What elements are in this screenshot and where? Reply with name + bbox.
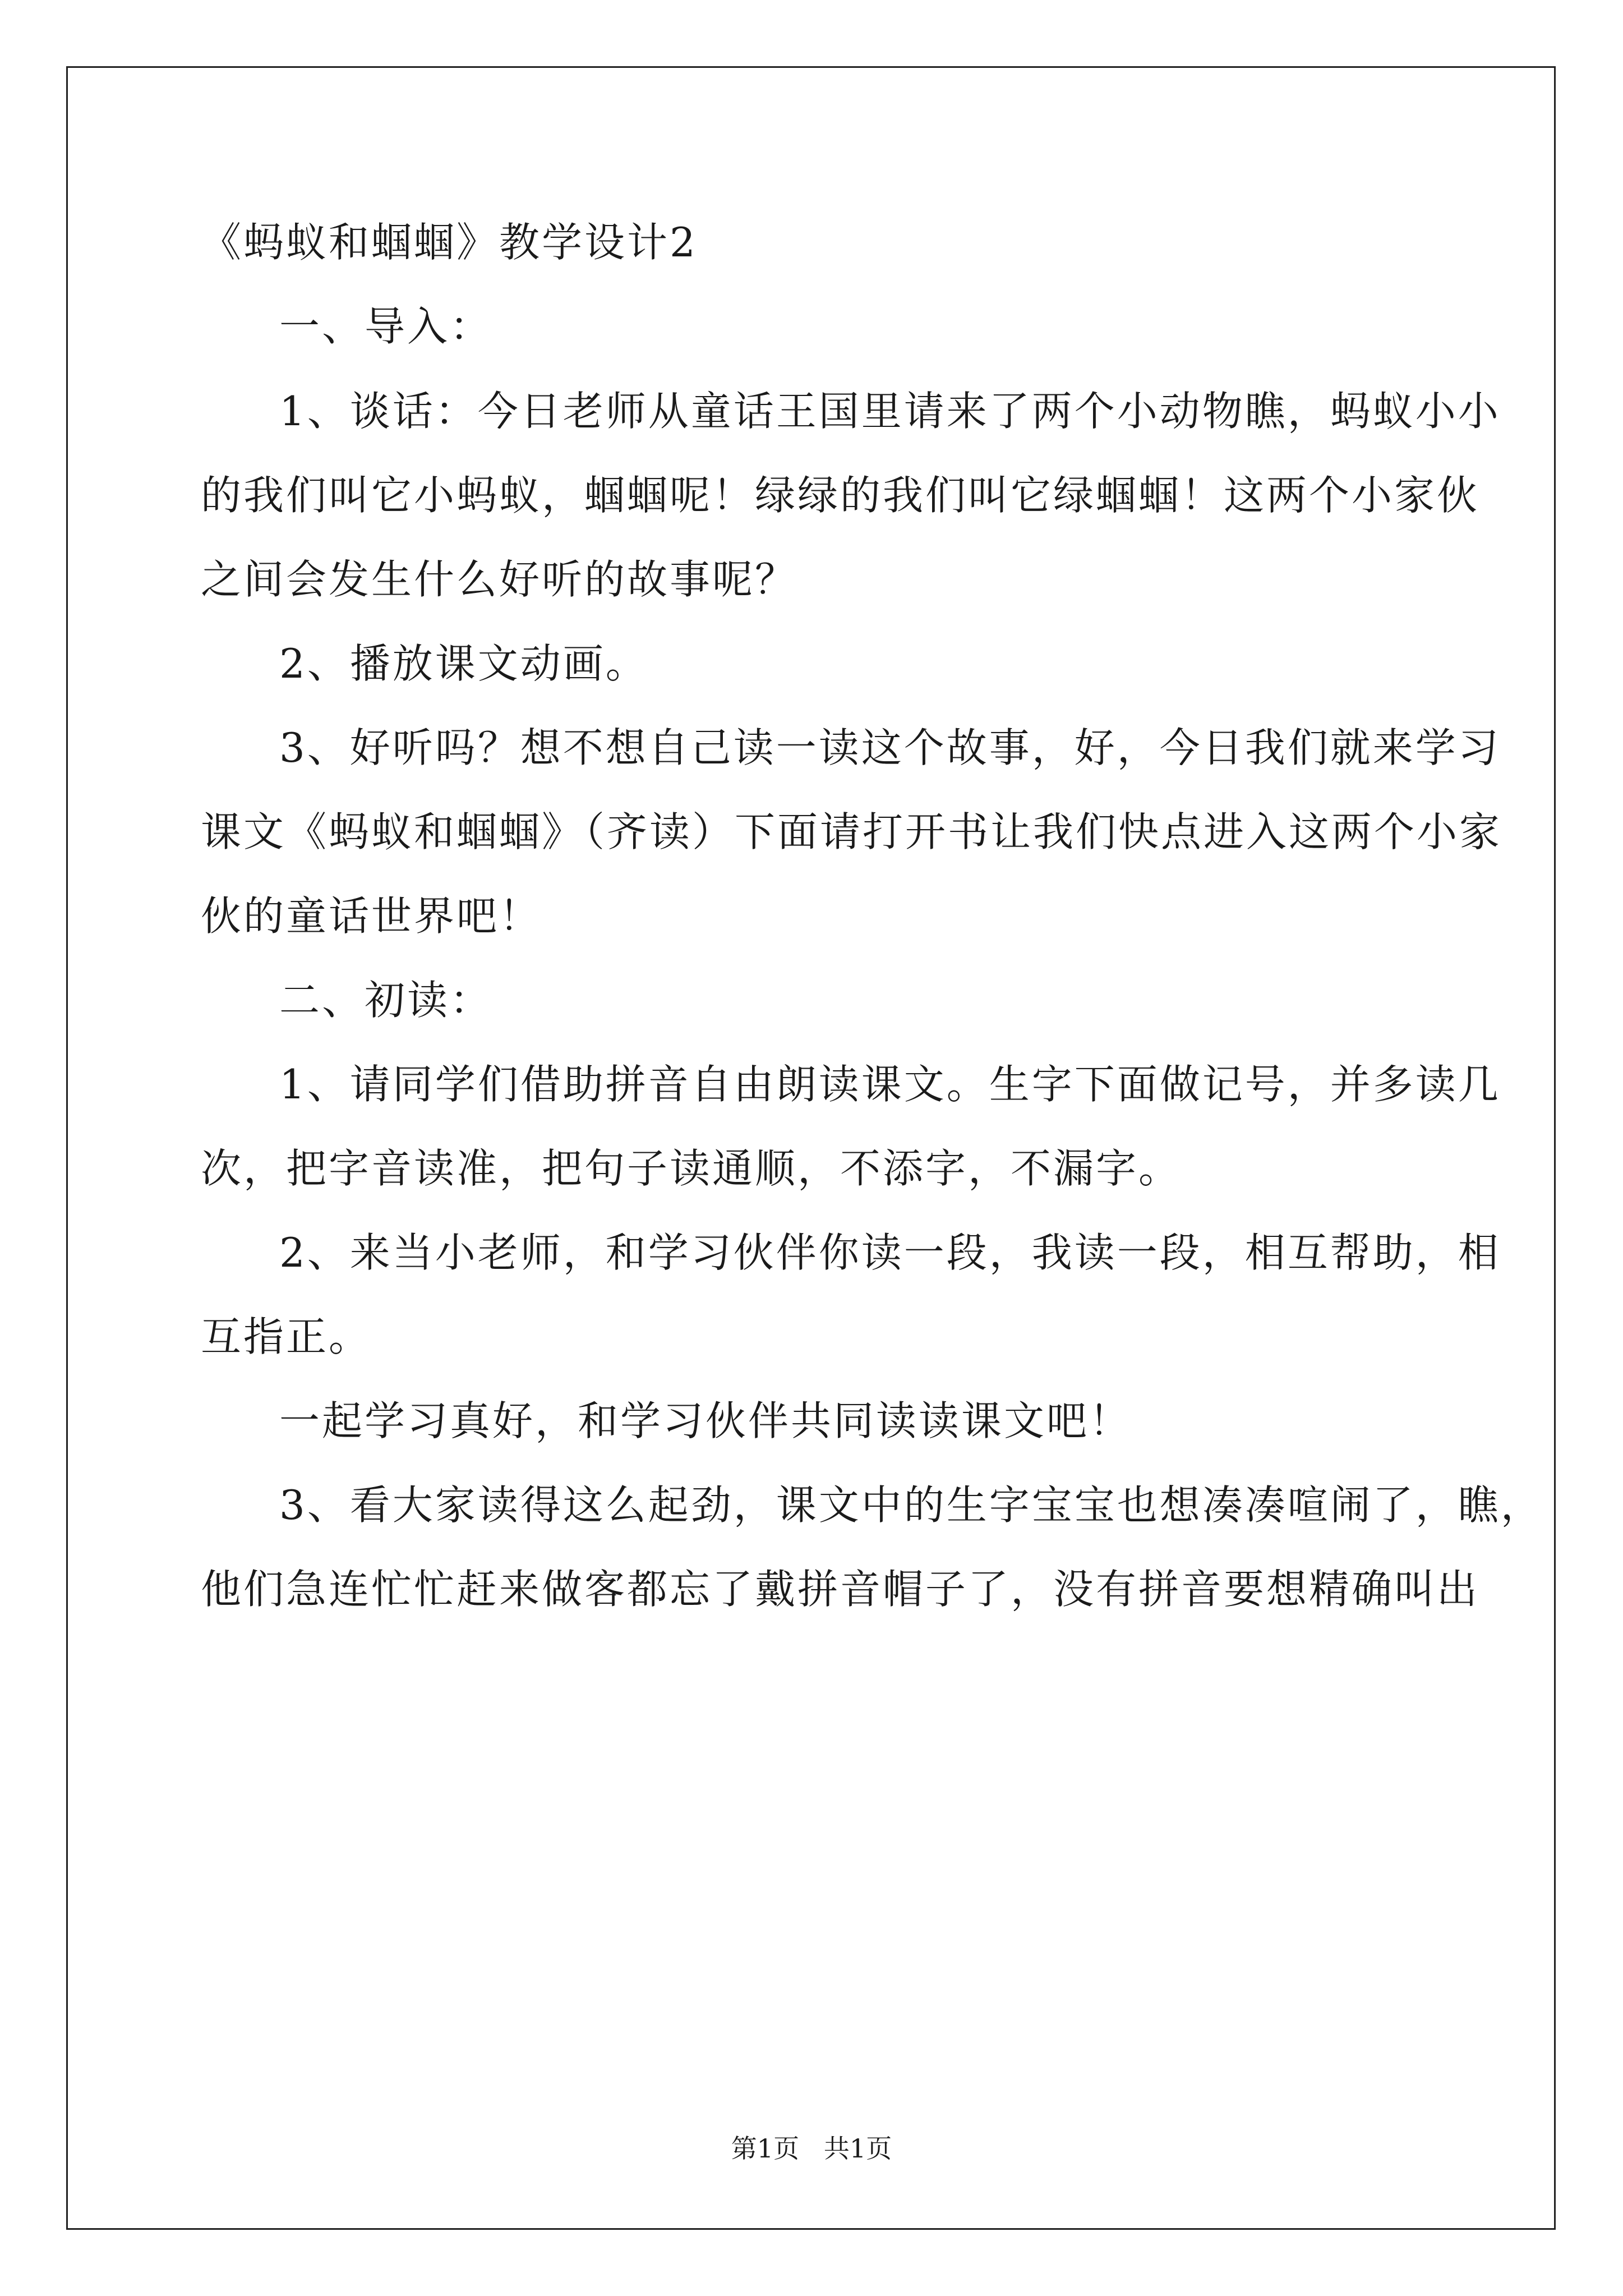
- paragraph-line: 互指正。: [201, 1313, 372, 1360]
- paragraph-line: 次，把字音读准，把句子读通顺，不添字，不漏字。: [201, 1145, 1182, 1192]
- paragraph-line: 他们急连忙忙赶来做客都忘了戴拼音帽子了，没有拼音要想精确叫出: [201, 1566, 1480, 1613]
- paragraph-line: 伙的童话世界吧！: [201, 892, 542, 940]
- paragraph-line: 2、播放课文动画。: [279, 640, 648, 687]
- section-heading-intro: 一、导入：: [279, 303, 493, 350]
- paragraph-line: 3、看大家读得这么起劲，课文中的生字宝宝也想凑凑喧闹了，瞧，: [279, 1481, 1543, 1529]
- paragraph-line: 3、好听吗？想不想自己读一读这个故事，好，今日我们就来学习: [279, 724, 1501, 771]
- paragraph-line: 的我们叫它小蚂蚁，蝈蝈呢！绿绿的我们叫它绿蝈蝈！这两个小家伙: [201, 472, 1480, 519]
- section-heading-first-reading: 二、初读：: [279, 977, 493, 1024]
- paragraph-line: 1、请同学们借助拼音自由朗读课文。生字下面做记号，并多读几: [279, 1061, 1501, 1108]
- paragraph-line: 1、谈话：今日老师从童话王国里请来了两个小动物瞧，蚂蚁小小: [279, 388, 1501, 435]
- paragraph-line: 课文《蚂蚁和蝈蝈》（齐读）下面请打开书让我们快点进入这两个小家: [201, 808, 1502, 855]
- paragraph-line: 之间会发生什么好听的故事呢？: [201, 556, 798, 603]
- page-number-footer: 第1页 共1页: [731, 2133, 892, 2164]
- paragraph-line: 一起学习真好，和学习伙伴共同读读课文吧！: [279, 1397, 1132, 1444]
- paragraph-line: 2、来当小老师，和学习伙伴你读一段，我读一段，相互帮助，相: [279, 1229, 1501, 1276]
- document-title: 《蚂蚁和蝈蝈》教学设计2: [201, 219, 698, 266]
